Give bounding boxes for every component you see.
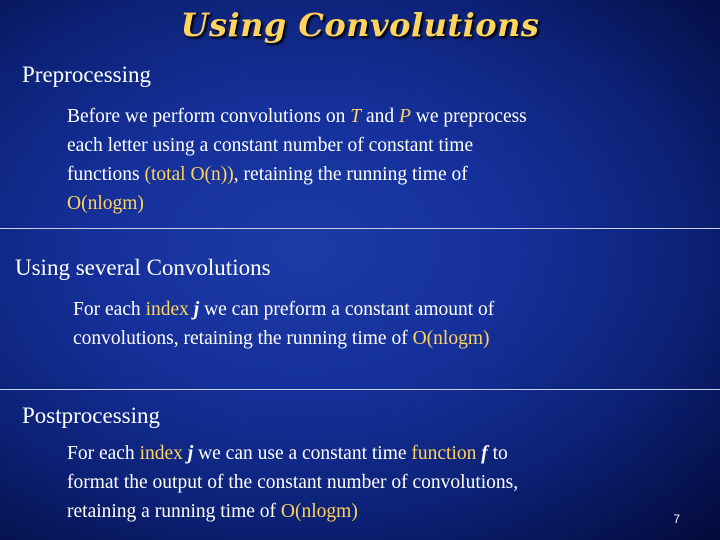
postprocessing-line-3: retaining a running time of O(nlogm): [67, 501, 358, 522]
preprocessing-complexity: O(nlogm): [67, 193, 144, 214]
several-complexity: O(nlogm): [412, 328, 490, 349]
preprocessing-heading: Preprocessing: [22, 62, 152, 87]
preprocessing-line-2: each letter using a constant number of constant time: [67, 135, 474, 156]
postprocessing-heading: Postprocessing: [22, 403, 160, 428]
several-line-2: convolutions, retaining the running time of O(nlogm): [73, 328, 490, 349]
function-label: function: [411, 443, 482, 464]
text-T: T: [350, 106, 362, 127]
postprocessing-complexity: O(nlogm): [280, 501, 358, 522]
several-convolutions-heading: Using several Convolutions: [15, 255, 271, 280]
divider-2: [0, 389, 720, 390]
page-number: 7: [673, 512, 680, 526]
several-convolutions-text: [73, 295, 693, 353]
index-label: index: [139, 443, 188, 464]
postprocessing-line-1: For each index j we can use a constant time function f to: [67, 443, 508, 464]
index-label: index: [145, 299, 194, 320]
divider-1: [0, 228, 720, 229]
preprocessing-text: [67, 102, 687, 218]
pattern-P: P: [398, 106, 411, 127]
total-complexity: (total O(n)): [144, 164, 234, 185]
postprocessing-text: [67, 439, 687, 526]
slide-title: Using Convolutions: [180, 6, 540, 44]
function-f: f: [481, 443, 488, 464]
preprocessing-line-3: functions (total O(n)), retaining the running time of: [67, 164, 468, 185]
preprocessing-line-1: Before we perform convolutions on T and P we preprocess: [67, 106, 527, 127]
postprocessing-line-2: format the output of the constant number of convolutions,: [67, 472, 519, 493]
index-j: j: [193, 299, 200, 320]
index-j: j: [187, 443, 194, 464]
several-line-1: For each index j we can preform a constant amount of: [73, 299, 495, 320]
